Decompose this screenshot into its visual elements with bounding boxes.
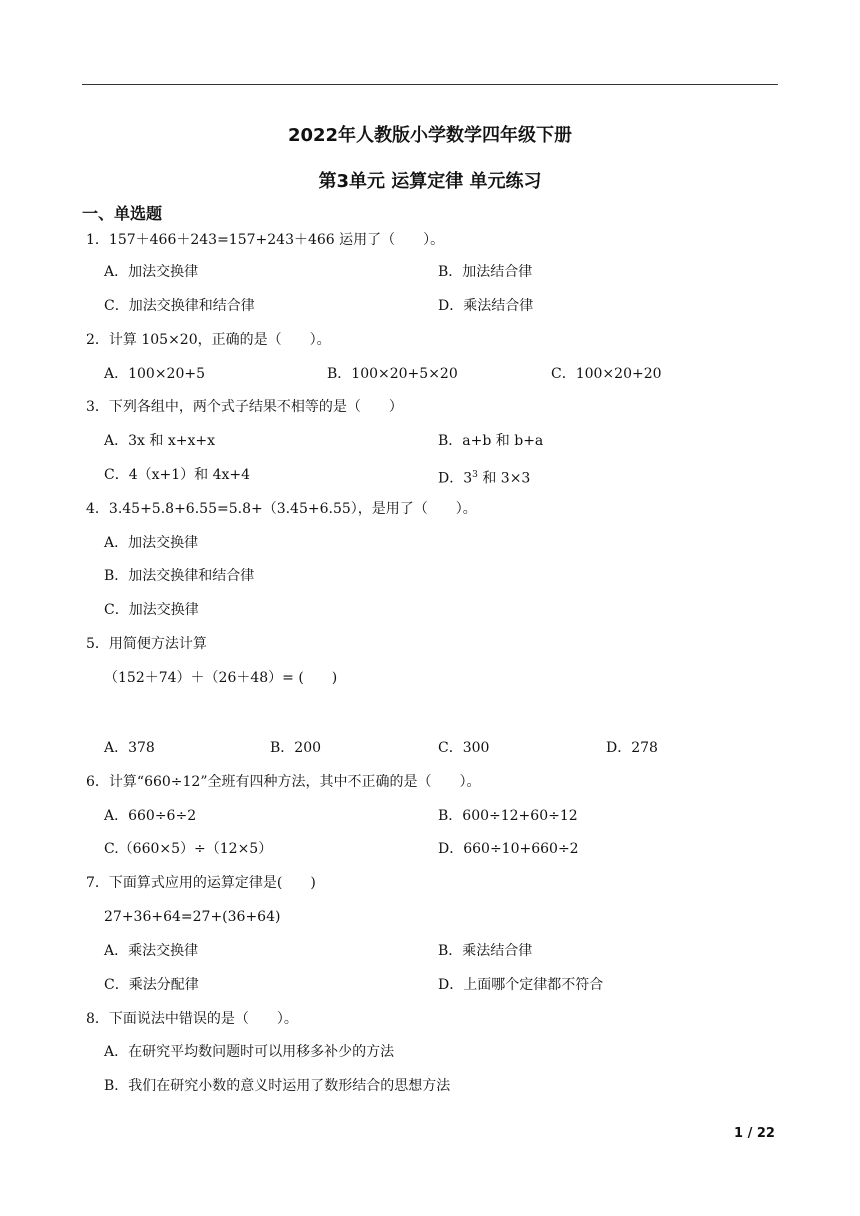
q8-option-b: B．我们在研究小数的意义时运用了数形结合的思想方法 xyxy=(104,1078,451,1094)
q3-option-b: B．a+b 和 b+a xyxy=(438,433,544,449)
question-4-stem: 4．3.45+5.8+6.55=5.8+（3.45+6.55），是用了（ ）。 xyxy=(86,501,477,517)
page-number: 1 / 22 xyxy=(734,1126,775,1141)
question-5-stem: 5．用简便方法计算 xyxy=(86,636,207,652)
q3-option-c: C．4（x+1）和 4x+4 xyxy=(104,467,251,483)
q5-option-a: A．378 xyxy=(104,740,155,756)
section-heading: 一、单选题 xyxy=(82,204,163,223)
header-rule xyxy=(82,84,778,85)
q2-option-a: A．100×20+5 xyxy=(104,366,206,382)
q5-option-b: B．200 xyxy=(270,740,322,756)
q4-option-c: C．加法交换律 xyxy=(104,602,199,618)
document-subtitle: 第3单元 运算定律 单元练习 xyxy=(318,171,542,192)
question-2-stem: 2．计算 105×20，正确的是（ ）。 xyxy=(86,332,331,348)
question-3-stem: 3．下列各组中，两个式子结果不相等的是（ ） xyxy=(86,399,403,415)
q3-option-d: D．$3^3$ 和 3×3 xyxy=(438,470,531,487)
q5-option-d: D．278 xyxy=(606,740,658,756)
q7-option-a: A．乘法交换律 xyxy=(104,943,199,959)
q7-option-b: B．乘法结合律 xyxy=(438,943,533,959)
q1-option-c: C．加法交换律和结合律 xyxy=(104,298,255,314)
q2-option-b: B．100×20+5×20 xyxy=(327,366,458,382)
q7-expression: 27+36+64=27+(36+64) xyxy=(104,909,281,925)
q3-option-a: A．3x 和 x+x+x xyxy=(104,433,215,449)
q7-option-d: D．上面哪个定律都不符合 xyxy=(438,977,604,993)
q7-option-c: C．乘法分配律 xyxy=(104,977,199,993)
q2-option-c: C．100×20+20 xyxy=(551,366,662,382)
question-6-stem: 6．计算“660÷12”全班有四种方法，其中不正确的是（ ）。 xyxy=(86,774,481,790)
q6-option-b: B．600÷12+60÷12 xyxy=(438,808,578,824)
q8-option-a: A．在研究平均数问题时可以用移多补少的方法 xyxy=(104,1044,395,1060)
question-8-stem: 8．下面说法中错误的是（ ）。 xyxy=(86,1011,298,1027)
q5-option-c: C．300 xyxy=(438,740,490,756)
q1-option-d: D．乘法结合律 xyxy=(438,298,534,314)
q4-option-b: B．加法交换律和结合律 xyxy=(104,568,255,584)
question-7-stem: 7．下面算式应用的运算定律是( ) xyxy=(86,875,316,891)
q6-option-c: C.（660×5）÷（12×5） xyxy=(104,841,273,857)
q4-option-a: A．加法交换律 xyxy=(104,535,199,551)
q6-option-d: D．660÷10+660÷2 xyxy=(438,841,579,857)
document-title: 2022年人教版小学数学四年级下册 xyxy=(287,125,573,146)
q1-option-b: B．加法结合律 xyxy=(438,264,533,280)
question-1-stem: 1．157＋466＋243=157+243＋466 运用了（ ）。 xyxy=(86,232,445,248)
q6-option-a: A．660÷6÷2 xyxy=(104,808,197,824)
q1-option-a: A．加法交换律 xyxy=(104,264,199,280)
q5-expression: （152＋74）＋（26＋48）= ( ) xyxy=(104,670,338,686)
